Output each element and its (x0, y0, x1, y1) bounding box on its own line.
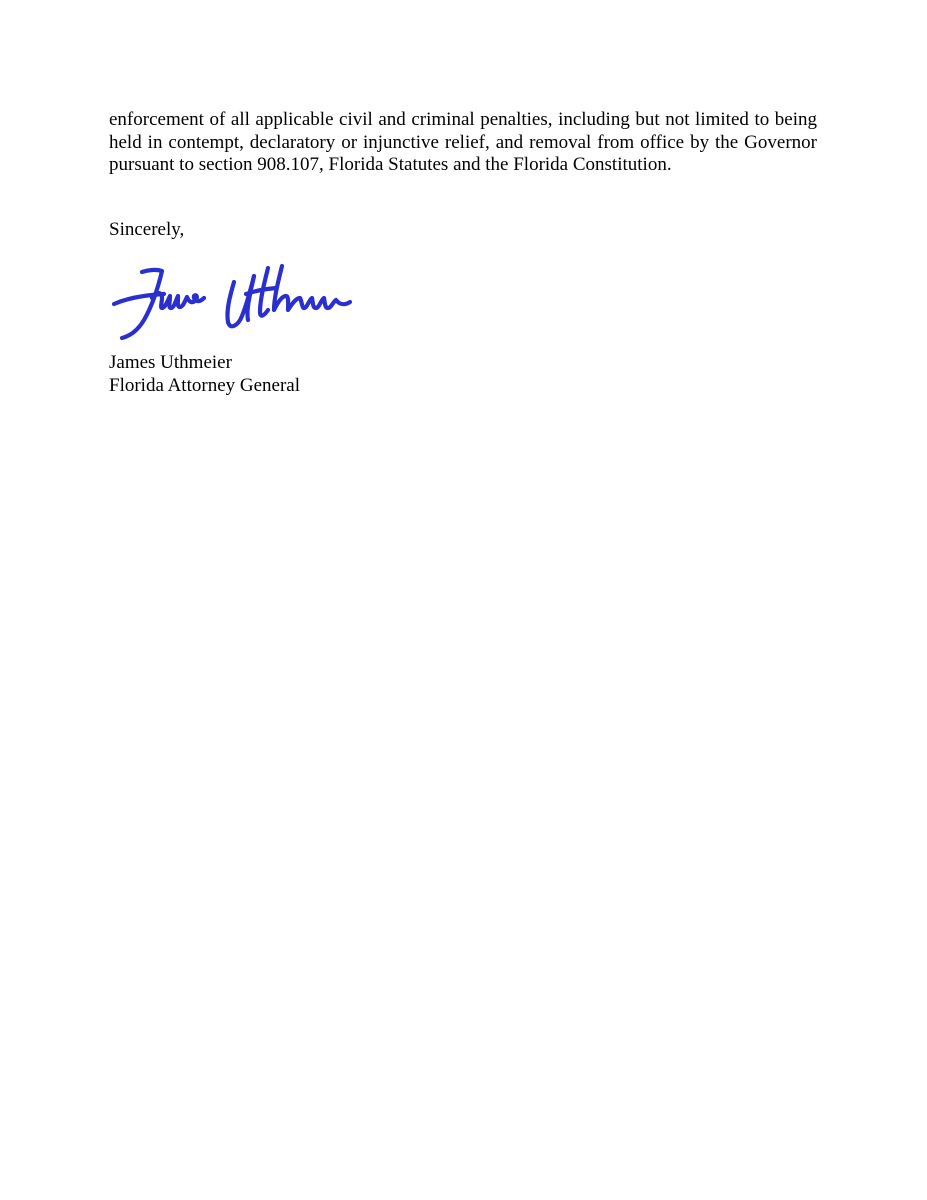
signature-icon (108, 258, 358, 348)
signer-block (109, 352, 300, 397)
body-paragraph: enforcement of all applicable civil and criminal penalties, including but not limited to being held in contempt, declaratory or injunctive relief, and removal from office by the Governor pursuant to section 908.107, Florida Statutes and the Florida Constitution. (109, 109, 817, 176)
signer-title: Florida Attorney General (109, 374, 301, 396)
signer-name: James Uthmeier (109, 352, 232, 373)
closing-salutation: Sincerely, (109, 219, 185, 240)
